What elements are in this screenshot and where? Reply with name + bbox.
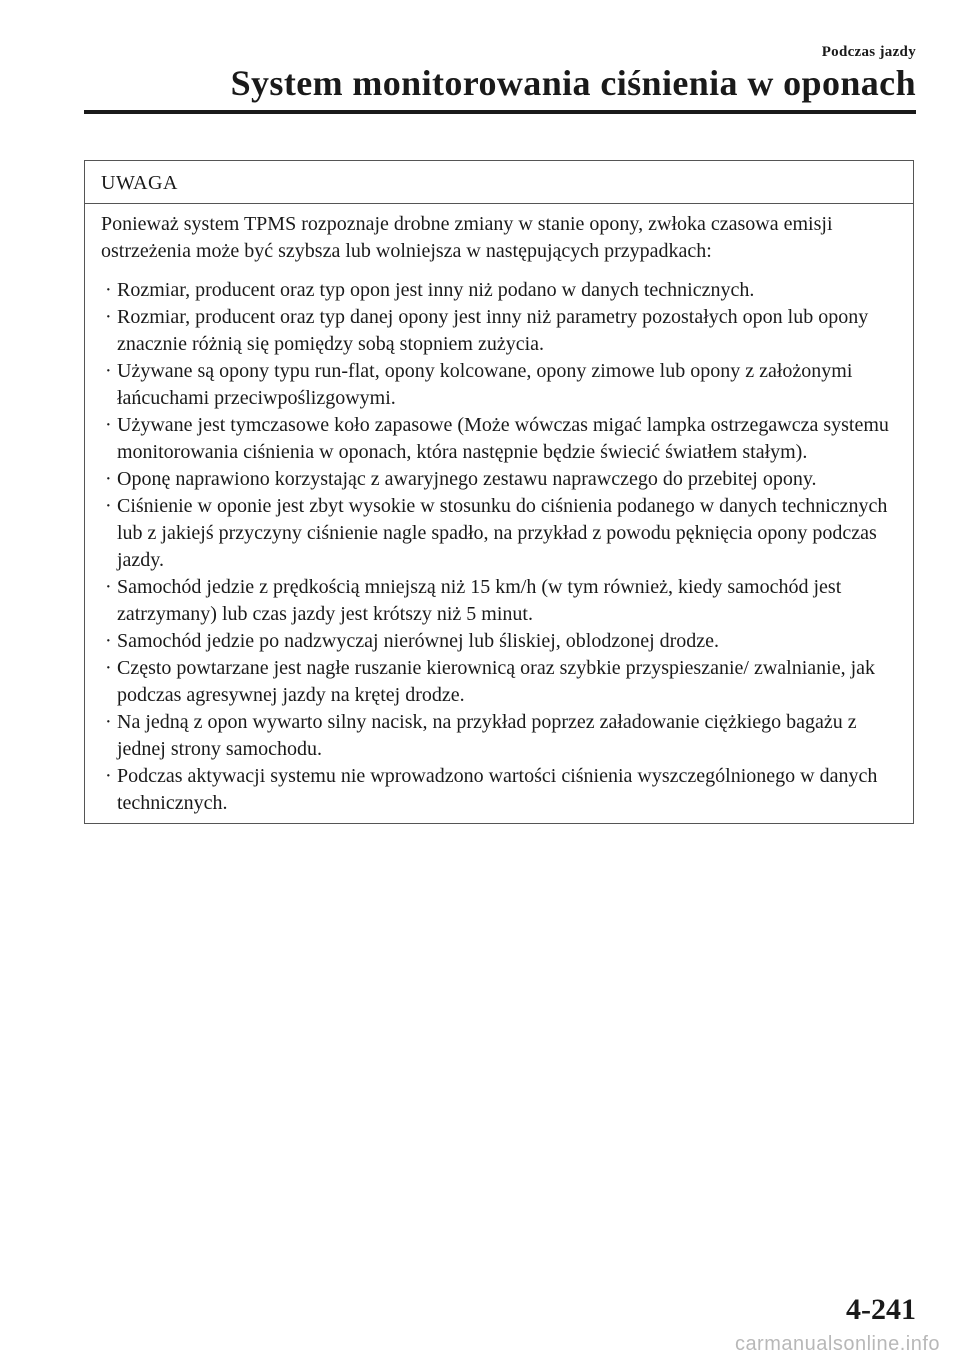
list-item — [101, 277, 897, 304]
bullet-icon: · — [105, 468, 112, 490]
list-item-text: Często powtarzane jest nagłe ruszanie kierownicą oraz szybkie przyspieszanie/ zwalnianie, jak podczas agresywnej jazdy na krętej drodze. — [117, 657, 876, 706]
list-item-text: Podczas aktywacji systemu nie wprowadzono wartości ciśnienia wyszczególnionego w danych technicznych. — [117, 765, 878, 814]
bullet-icon: · — [105, 711, 112, 733]
bullet-icon: · — [105, 495, 112, 517]
list-item-text: Samochód jedzie po nadzwyczaj nierównej lub śliskiej, oblodzonej drodze. — [117, 630, 720, 652]
header-divider — [84, 110, 916, 114]
list-item-text: Rozmiar, producent oraz typ danej opony jest inny niż parametry pozostałych opon lub opony znacznie różnią się pomiędzy sobą stopniem zużycia. — [117, 306, 869, 355]
note-intro: Ponieważ system TPMS rozpoznaje drobne zmiany w stanie opony, zwłoka czasowa emisji ostrzeżenia może być szybsza lub wolniejsza w następujących przypadkach: — [101, 213, 833, 262]
list-item-text: Używane jest tymczasowe koło zapasowe (Może wówczas migać lampka ostrzegawcza systemu monitorowania ciśnienia w oponach, która następnie będzie świecić światłem stałym). — [117, 414, 889, 463]
watermark: carmanualsonline.info — [734, 1333, 940, 1355]
bullet-icon: · — [105, 279, 112, 301]
bullet-icon: · — [105, 630, 112, 652]
bullet-icon: · — [105, 360, 112, 382]
bullet-icon: · — [105, 576, 112, 598]
bullet-icon: · — [105, 765, 112, 787]
list-item — [101, 655, 897, 709]
list-item — [101, 466, 897, 493]
list-item — [101, 493, 897, 574]
list-item — [101, 574, 897, 628]
page-title: System monitorowania ciśnienia w oponach — [230, 63, 916, 103]
list-item — [101, 304, 897, 358]
list-item-text: Używane są opony typu run-flat, opony kolcowane, opony zimowe lub opony z założonymi łańcuchami przeciwpoślizgowymi. — [117, 360, 853, 409]
note-bullet-list — [101, 277, 897, 817]
bullet-icon: · — [105, 414, 112, 436]
list-item — [101, 709, 897, 763]
list-item-text: Oponę naprawiono korzystając z awaryjnego zestawu naprawczego do przebitej opony. — [117, 468, 817, 490]
list-item-text: Ciśnienie w oponie jest zbyt wysokie w stosunku do ciśnienia podanego w danych technicznych lub z jakiejś przyczyny ciśnienie nagle spadło, na przykład z powodu pęknięcia opony podczas jazdy. — [117, 495, 888, 571]
note-heading: UWAGA — [85, 161, 913, 204]
bullet-icon: · — [105, 306, 112, 328]
list-item-text: Samochód jedzie z prędkością mniejszą niż 15 km/h (w tym również, kiedy samochód jest zatrzymany) lub czas jazdy jest krótszy niż 5 minut. — [117, 576, 842, 625]
bullet-icon: · — [105, 657, 112, 679]
list-item-text: Na jedną z opon wywarto silny nacisk, na przykład poprzez załadowanie ciężkiego bagażu z jednej strony samochodu. — [117, 711, 857, 760]
list-item — [101, 628, 897, 655]
list-item — [101, 763, 897, 817]
list-item — [101, 358, 897, 412]
note-body — [85, 204, 913, 823]
section-label: Podczas jazdy — [821, 44, 916, 60]
list-item-text: Rozmiar, producent oraz typ opon jest inny niż podano w danych technicznych. — [117, 279, 755, 301]
note-box — [84, 160, 914, 824]
page-number: 4-241 — [846, 1293, 916, 1326]
list-item — [101, 412, 897, 466]
